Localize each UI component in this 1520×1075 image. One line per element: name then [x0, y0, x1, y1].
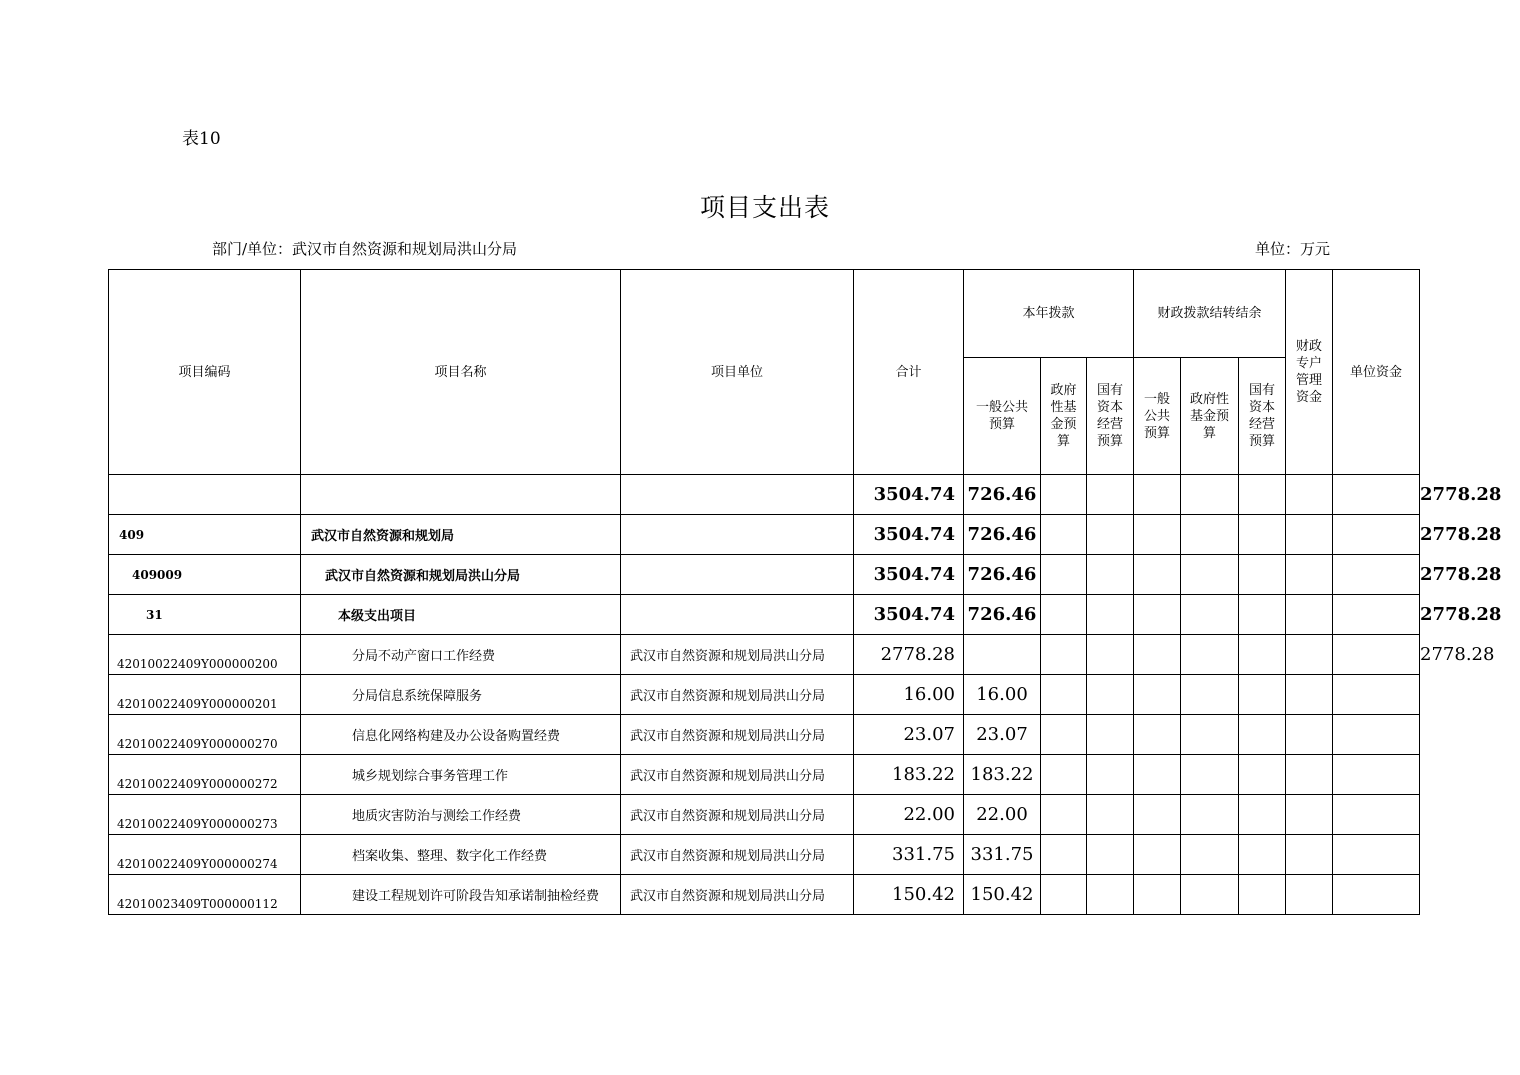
general-budget-value: 726.46 [964, 555, 1041, 595]
project-unit: 武汉市自然资源和规划局洪山分局 [621, 875, 854, 915]
total-value: 331.75 [854, 835, 964, 875]
project-unit: 武汉市自然资源和规划局洪山分局 [621, 675, 854, 715]
department-label: 部门/单位：武汉市自然资源和规划局洪山分局 [212, 240, 518, 258]
header-code: 项目编码 [109, 270, 301, 475]
project-code: 409009 [109, 555, 301, 595]
header-general-public-budget: 一般公共预算 [964, 358, 1041, 475]
project-name: 本级支出项目 [301, 595, 621, 635]
table-row [109, 715, 1420, 755]
total-value: 150.42 [854, 875, 964, 915]
project-name: 分局不动产窗口工作经费 [301, 635, 621, 675]
header-state-capital-budget: 国有资本经营预算 [1087, 358, 1134, 475]
project-code: 42010022409Y000000200 [109, 635, 301, 675]
table-row: 409009 武汉市自然资源和规划局洪山分局 3504.74 726.46 2778.28 [109, 555, 1420, 595]
project-unit: 武汉市自然资源和规划局洪山分局 [621, 795, 854, 835]
header-name: 项目名称 [301, 270, 621, 475]
general-budget-value: 16.00 [964, 675, 1041, 715]
header-carryover-general-budget: 一般公共预算 [1134, 358, 1181, 475]
table-row [109, 795, 1420, 835]
header-fiscal-carryover: 财政拨款结转结余 [1134, 270, 1286, 358]
general-budget-value: 726.46 [964, 595, 1041, 635]
table-row: 409 武汉市自然资源和规划局 3504.74 726.46 2778.28 [109, 515, 1420, 555]
project-name: 武汉市自然资源和规划局 [301, 515, 621, 555]
project-unit: 武汉市自然资源和规划局洪山分局 [621, 715, 854, 755]
general-budget-value: 183.22 [964, 755, 1041, 795]
total-value: 183.22 [854, 755, 964, 795]
general-budget-value: 23.07 [964, 715, 1041, 755]
general-budget-value: 22.00 [964, 795, 1041, 835]
project-name: 地质灾害防治与测绘工作经费 [301, 795, 621, 835]
project-code: 409 [109, 515, 301, 555]
project-unit: 武汉市自然资源和规划局洪山分局 [621, 835, 854, 875]
project-name: 信息化网络构建及办公设备购置经费 [301, 715, 621, 755]
project-unit [621, 515, 854, 555]
total-value: 3504.74 [854, 475, 964, 515]
project-code: 42010022409Y000000201 [109, 675, 301, 715]
currency-unit-label: 单位：万元 [1255, 240, 1331, 258]
project-name: 档案收集、整理、数字化工作经费 [301, 835, 621, 875]
general-budget-value: 331.75 [964, 835, 1041, 875]
header-current-year-appropriation: 本年拨款 [964, 270, 1134, 358]
project-code: 42010023409T000000112 [109, 875, 301, 915]
header-carryover-gov-fund: 政府性基金预算 [1181, 358, 1239, 475]
project-code: 42010022409Y000000274 [109, 835, 301, 875]
total-value: 3504.74 [854, 515, 964, 555]
general-budget-value: 726.46 [964, 475, 1041, 515]
general-budget-value: 726.46 [964, 515, 1041, 555]
total-value: 3504.74 [854, 595, 964, 635]
header-total: 合计 [854, 270, 964, 475]
table-number: 表10 [182, 129, 221, 149]
page-title: 项目支出表 [699, 193, 830, 222]
project-unit: 武汉市自然资源和规划局洪山分局 [621, 755, 854, 795]
project-unit [621, 555, 854, 595]
project-name [301, 475, 621, 515]
project-unit [621, 595, 854, 635]
header-carryover-state-capital: 国有资本经营预算 [1239, 358, 1286, 475]
header-gov-fund-budget: 政府性基金预算 [1041, 358, 1087, 475]
table-row [109, 875, 1420, 915]
general-budget-value: 150.42 [964, 875, 1041, 915]
project-code: 42010022409Y000000272 [109, 755, 301, 795]
header-own-funds: 单位资金 [1333, 270, 1420, 475]
total-value: 16.00 [854, 675, 964, 715]
table-row: 42010022409Y000000200 分局不动产窗口工作经费 武汉市自然资源和规划局洪山分局 2778.28 2778.28 [109, 635, 1420, 675]
total-value: 2778.28 [854, 635, 964, 675]
total-value: 22.00 [854, 795, 964, 835]
header-special-account-funds: 财政专户管理资金 [1286, 270, 1333, 475]
table-row [109, 675, 1420, 715]
table-row [109, 755, 1420, 795]
total-value: 3504.74 [854, 555, 964, 595]
header-unit: 项目单位 [621, 270, 854, 475]
project-name: 城乡规划综合事务管理工作 [301, 755, 621, 795]
table-row [109, 835, 1420, 875]
project-unit [621, 475, 854, 515]
project-name: 分局信息系统保障服务 [301, 675, 621, 715]
total-value: 23.07 [854, 715, 964, 755]
project-code: 42010022409Y000000273 [109, 795, 301, 835]
project-code: 31 [109, 595, 301, 635]
project-name: 建设工程规划许可阶段告知承诺制抽检经费 [301, 875, 621, 915]
table-row: 3504.74 726.46 2778.28 [109, 475, 1420, 515]
project-code: 42010022409Y000000270 [109, 715, 301, 755]
project-expenditure-table [108, 269, 1502, 915]
project-name: 武汉市自然资源和规划局洪山分局 [301, 555, 621, 595]
project-unit: 武汉市自然资源和规划局洪山分局 [621, 635, 854, 675]
table-row: 31 本级支出项目 3504.74 726.46 2778.28 [109, 595, 1420, 635]
project-code [109, 475, 301, 515]
general-budget-value [964, 635, 1041, 675]
